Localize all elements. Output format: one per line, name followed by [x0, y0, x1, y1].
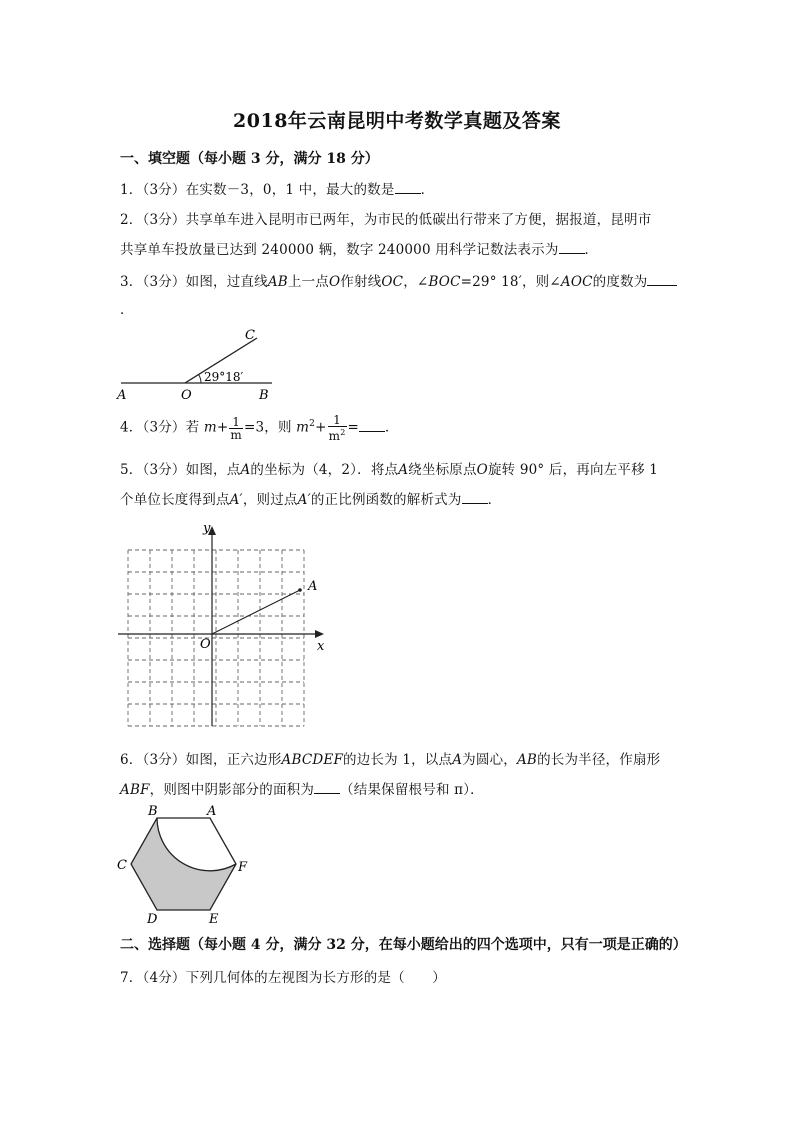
q5-a: A	[398, 462, 409, 478]
q4-text: 4．（3分）若	[120, 419, 200, 436]
q6-a: A	[452, 752, 463, 768]
q5-text: ，则过点	[242, 492, 298, 508]
numerator: 1	[328, 414, 347, 427]
question-2-line-1: 2．（3分）共享单车进入昆明市已两年，为市民的低碳出行带来了方便，据报道，昆明市	[120, 212, 652, 228]
question-4	[120, 414, 399, 442]
label-e: E	[209, 912, 219, 927]
answer-blank	[647, 272, 677, 286]
q5-a: A	[240, 462, 251, 478]
label-x: x	[317, 639, 325, 654]
q6-hexagon: ABCDEF	[281, 752, 344, 768]
punctuation: ．	[385, 419, 399, 436]
label-y: y	[203, 521, 211, 536]
label-a: A	[117, 388, 127, 403]
q4-m: m	[296, 419, 310, 436]
answer-blank	[314, 780, 340, 794]
q6-text: 6．（3分）如图，正六边形	[120, 752, 282, 768]
punctuation: ．	[487, 492, 502, 508]
fraction-1-over-m	[229, 416, 243, 441]
angle-arc	[199, 375, 201, 384]
punctuation: ．	[420, 182, 435, 198]
q3-ab: AB	[267, 274, 288, 290]
label-o: O	[181, 388, 192, 403]
denominator-base: m	[328, 429, 341, 443]
denominator-exponent: 2	[340, 428, 346, 437]
question-7: 7．（4分）下列几何体的左视图为长方形的是（ ）	[120, 970, 446, 986]
q4-exponent: 2	[309, 419, 316, 429]
q4-m: m	[203, 419, 217, 436]
q5-o: O	[476, 462, 488, 478]
figure-angle-aoc	[115, 326, 290, 404]
question-2-text: 共享单车投放量已达到 240000 辆，数字 240000 用科学记数法表示为	[120, 242, 559, 258]
grid-lines	[128, 550, 304, 726]
q5-text: 的正比例函数的解析式为	[310, 492, 462, 508]
section-1-heading: 一、填空题（每小题 3 分，满分 18 分）	[120, 151, 379, 167]
q5-a-prime: A′	[297, 492, 311, 508]
label-c: C	[245, 328, 255, 343]
question-6-line-1	[120, 748, 660, 768]
q4-text: =3，则	[243, 419, 292, 436]
q3-text: 作射线	[340, 274, 382, 290]
figure-coordinate-grid	[118, 518, 340, 730]
q6-text: 的长为半径，作扇形	[537, 752, 661, 768]
label-a: A	[207, 804, 217, 819]
q5-text: 个单位长度得到点	[120, 492, 230, 508]
q5-text: 旋转 90° 后，再向左平移 1	[487, 462, 659, 478]
q5-text: 的坐标为（4，2）．将点	[250, 462, 399, 478]
answer-blank	[559, 240, 585, 254]
x-axis-arrow	[315, 630, 324, 638]
denominator	[328, 427, 347, 442]
question-3	[120, 270, 677, 290]
denominator: m	[230, 427, 242, 442]
q6-ab: AB	[516, 752, 538, 768]
label-d: D	[147, 912, 158, 927]
q6-text: 为圆心，	[462, 752, 517, 768]
question-6-line-2	[120, 778, 484, 798]
q3-o: O	[329, 274, 341, 290]
fraction-1-over-m-squared	[328, 414, 347, 442]
q6-text: ，则图中阴影部分的面积为	[149, 782, 315, 798]
label-o: O	[200, 637, 211, 652]
q5-text: 5．（3分）如图，点	[120, 462, 241, 478]
question-1	[120, 178, 434, 198]
q5-a-prime: A′	[229, 492, 243, 508]
answer-blank	[395, 180, 421, 194]
label-b: B	[148, 804, 158, 819]
section-2-heading: 二、选择题（每小题 4 分，满分 32 分，在每小题给出的四个选项中，只有一项是正确的）	[120, 937, 687, 953]
punctuation: ．	[584, 242, 599, 258]
q3-text: 3．（3分）如图，过直线	[120, 274, 268, 290]
q6-text: （结果保留根号和 π）．	[340, 782, 484, 798]
answer-blank	[462, 490, 488, 504]
question-2-line-2	[120, 238, 598, 258]
label-c: C	[117, 858, 127, 873]
question-5-line-2	[120, 488, 501, 508]
question-5-line-1	[120, 458, 658, 478]
q3-text: =29° 18′，则∠	[460, 274, 561, 290]
q3-text: 的度数为	[592, 274, 648, 290]
q5-text: 绕坐标原点	[408, 462, 477, 478]
q3-text: ，∠	[403, 274, 429, 290]
q4-equals: =	[347, 419, 360, 436]
q3-text: 上一点	[287, 274, 330, 290]
label-f: F	[238, 860, 248, 875]
figure-hexagon-sector	[112, 800, 252, 928]
q6-text: 的边长为 1，以点	[343, 752, 453, 768]
point-a	[298, 588, 302, 592]
q3-aoc: AOC	[560, 274, 593, 290]
q6-abf: ABF	[120, 782, 150, 798]
page-title: 2018年云南昆明中考数学真题及答案	[233, 110, 561, 132]
answer-blank	[359, 418, 385, 432]
question-3-dot: ．	[120, 302, 134, 318]
q3-oc: OC	[381, 274, 404, 290]
label-b: B	[259, 388, 269, 403]
segment-oa	[212, 590, 300, 634]
numerator: 1	[229, 416, 243, 429]
angle-label: 29°18′	[204, 370, 244, 384]
label-a: A	[308, 579, 318, 594]
q4-plus: +	[216, 419, 229, 436]
question-1-text: 1．（3分）在实数－3，0，1 中，最大的数是	[120, 182, 395, 198]
q4-plus: +	[315, 419, 327, 436]
q3-boc: BOC	[428, 274, 461, 290]
